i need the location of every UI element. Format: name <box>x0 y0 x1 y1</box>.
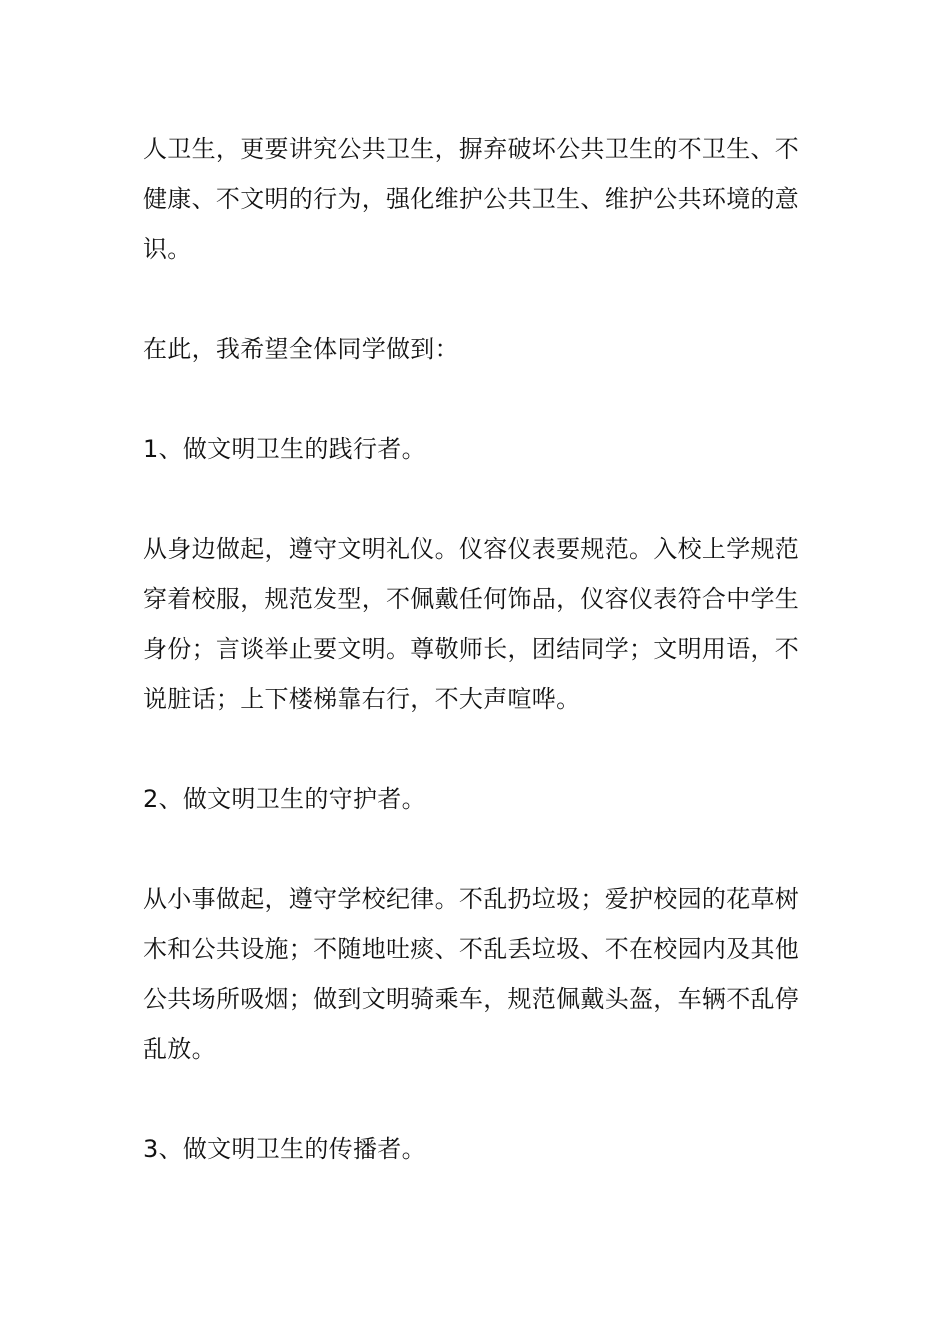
paragraph-etiquette: 从身边做起，遵守文明礼仪。仪容仪表要规范。入校上学规范穿着校服，规范发型，不佩戴任何饰品，仪容仪表符合中学生身份；言谈举止要文明。尊敬师长，团结同学；文明用语，不说脏话；上下楼梯靠右行，不大声喧哗。 <box>143 535 800 713</box>
heading-disseminator: 3、做文明卫生的传播者。 <box>143 1135 426 1163</box>
heading-guardian: 2、做文明卫生的守护者。 <box>143 785 426 813</box>
document-body <box>143 124 807 1224</box>
paragraph-discipline: 从小事做起，遵守学校纪律。不乱扔垃圾；爱护校园的花草树木和公共设施；不随地吐痰、不乱丢垃圾、不在校园内及其他公共场所吸烟；做到文明骑乘车，规范佩戴头盔，车辆不乱停乱放。 <box>143 885 800 1063</box>
paragraph-public-hygiene: 人卫生，更要讲究公共卫生，摒弃破坏公共卫生的不卫生、不健康、不文明的行为，强化维护公共卫生、维护公共环境的意识。 <box>143 135 800 263</box>
heading-practitioner: 1、做文明卫生的践行者。 <box>143 435 426 463</box>
paragraph-intro-hope: 在此，我希望全体同学做到： <box>143 335 459 363</box>
